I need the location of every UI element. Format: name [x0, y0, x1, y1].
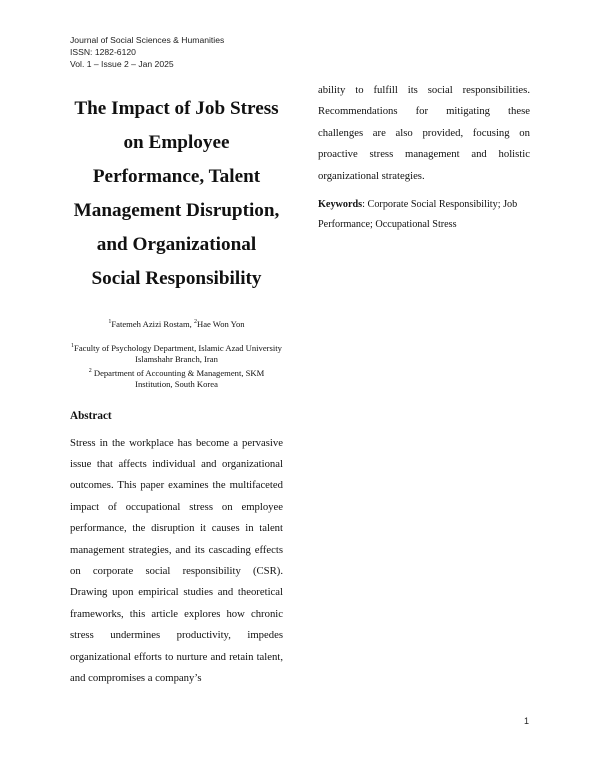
title-line: on Employee: [123, 132, 230, 153]
title-line: Management Disruption,: [73, 200, 280, 221]
title-line: Performance, Talent: [92, 166, 261, 187]
abstract-text-right: ability to fulfill its social responsibilities. Recommendations for mitigating these challenges are also provided, focusing on proactive stress management and holistic organizational strategies.: [318, 84, 530, 182]
author-name: Hae Won Yon: [196, 318, 245, 329]
keywords: [318, 195, 530, 235]
affiliation-text: Faculty of Psychology Department, Islamic Azad University Islamshahr Branch, Iran: [74, 342, 282, 365]
abstract-heading: Abstract: [70, 409, 112, 422]
left-column: [70, 92, 283, 700]
title-line: The Impact of Job Stress: [74, 98, 279, 119]
title-line: and Organizational: [96, 234, 257, 255]
affiliation-2: [70, 366, 283, 391]
keywords-text: : Corporate Social Responsibility; Job Performance; Occupational Stress: [318, 199, 518, 231]
title-line: Social Responsibility: [91, 268, 262, 289]
author-mark: 1: [108, 319, 112, 325]
author-list: [70, 316, 283, 330]
page-number: 1: [524, 716, 530, 726]
keywords-label: Keywords: [318, 199, 363, 211]
abstract-text-left: Stress in the workplace has become a pervasive issue that affects individual and organizational outcomes. This paper examines the multifaceted impact of occupational stress on employee performance, the disruption it causes in talent management strategies, and its cascading effects on corporate social responsibility (CSR). Drawing upon empirical studies and theoretical frameworks, this article explores how chronic stress undermines productivity, impedes organizational efforts to nurture and retain talent, and compromises a company’s: [70, 436, 283, 685]
journal-volume: Vol. 1 – Issue 2 – Jan 2025: [70, 59, 174, 69]
right-column: [318, 80, 530, 235]
journal-issn: ISSN: 1282-6120: [70, 47, 136, 57]
affiliation-text: Department of Accounting & Management, SKM Institution, South Korea: [91, 367, 265, 390]
affiliation-mark: 1: [71, 342, 75, 349]
author-mark: 2: [193, 319, 197, 325]
affiliations: [70, 341, 283, 391]
author-name: Fatemeh Azizi Rostam,: [111, 318, 194, 329]
journal-header: [70, 34, 224, 70]
affiliation-mark: 2: [88, 367, 92, 374]
paper-title: [70, 92, 283, 296]
journal-name: Journal of Social Sciences & Humanities: [70, 35, 225, 45]
affiliation-1: [70, 341, 283, 366]
